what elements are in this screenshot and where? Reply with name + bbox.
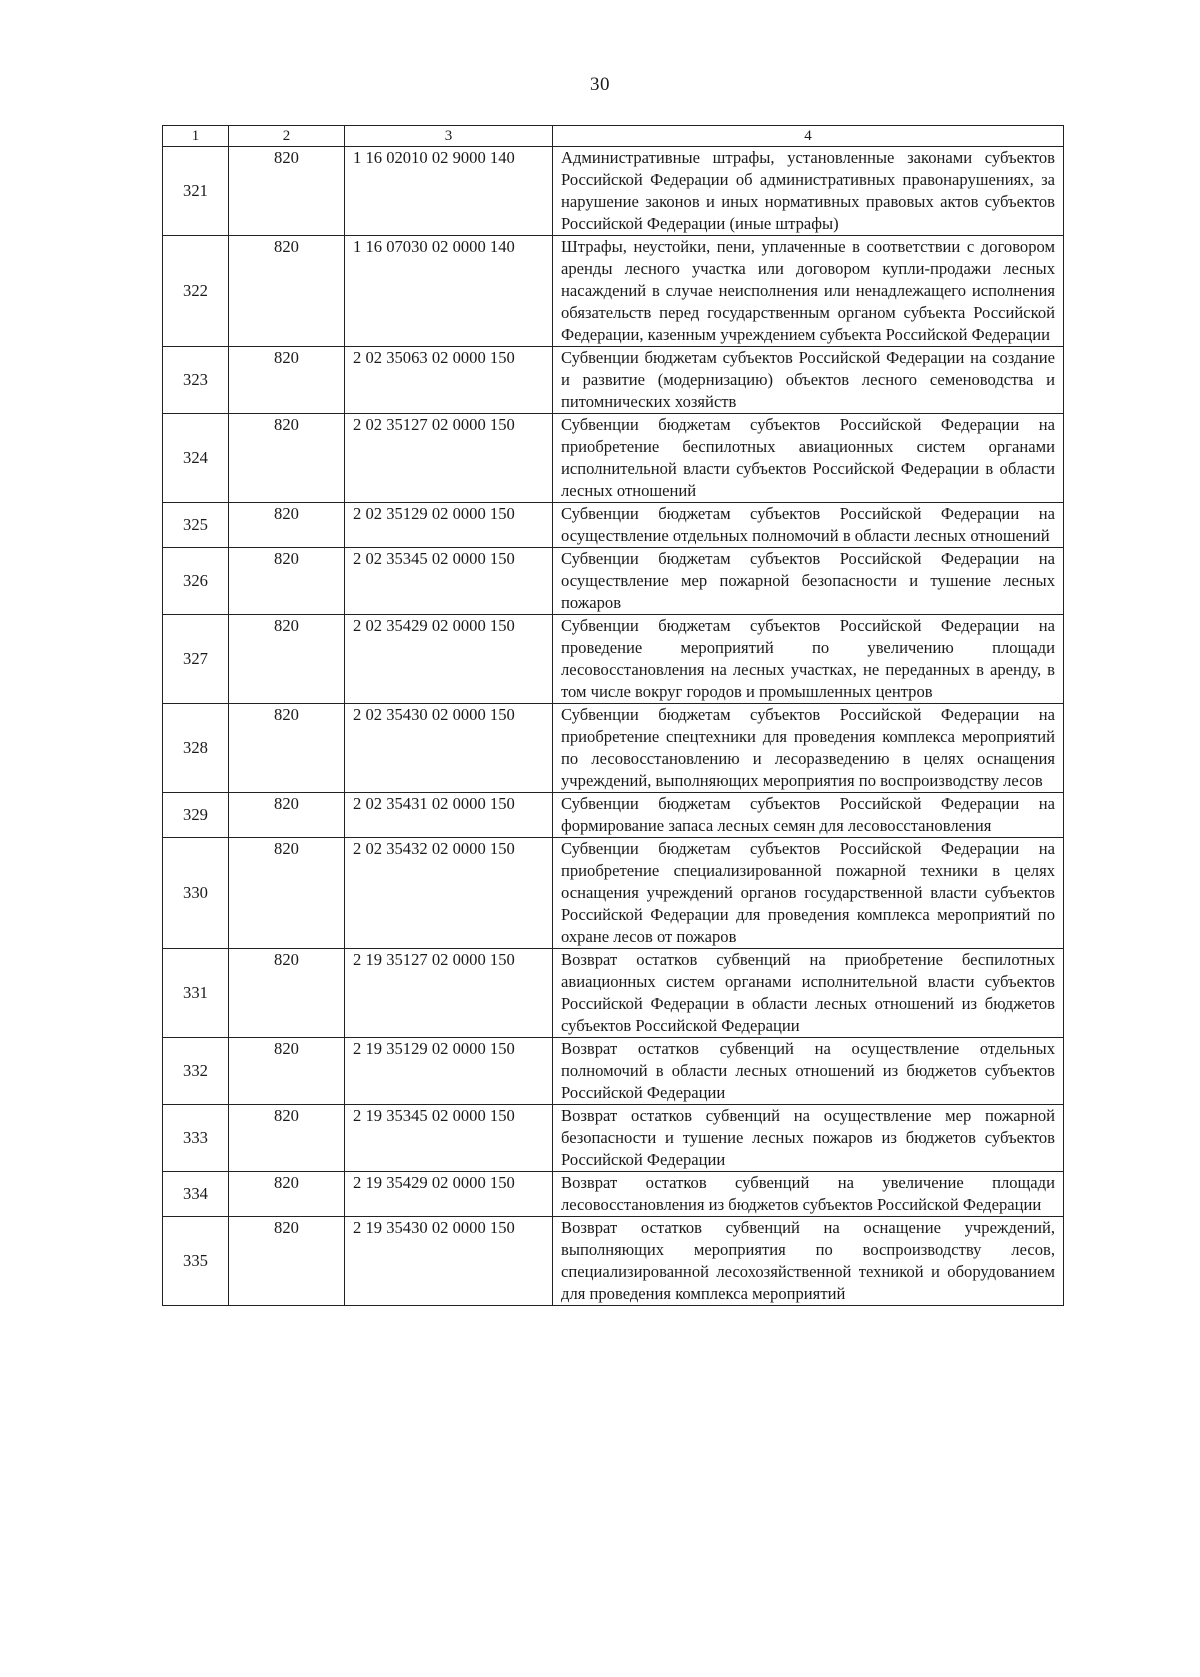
revenue-description: Возврат остатков субвенций на приобретение беспилотных авиационных систем органами исполнительной власти субъектов Российской Федерации в области лесных отношений из бюджетов субъектов Российской Федерации xyxy=(553,949,1064,1038)
admin-code: 820 xyxy=(229,1172,345,1217)
row-number: 332 xyxy=(163,1038,229,1105)
table-row xyxy=(163,949,1064,1038)
table-header-row xyxy=(163,126,1064,147)
revenue-description: Субвенции бюджетам субъектов Российской Федерации на приобретение специализированной пожарной техники в целях оснащения учреждений органов государственной власти субъектов Российской Федерации для проведения комплекса мероприятий по охране лесов от пожаров xyxy=(553,838,1064,949)
revenue-code: 1 16 07030 02 0000 140 xyxy=(345,236,553,347)
revenue-code: 2 02 35063 02 0000 150 xyxy=(345,347,553,414)
page-number: 30 xyxy=(590,74,610,95)
revenue-code: 2 02 35431 02 0000 150 xyxy=(345,793,553,838)
table-row xyxy=(163,838,1064,949)
revenue-code: 2 02 35129 02 0000 150 xyxy=(345,503,553,548)
revenue-description: Возврат остатков субвенций на осуществление мер пожарной безопасности и тушение лесных пожаров из бюджетов субъектов Российской Федерации xyxy=(553,1105,1064,1172)
table-row xyxy=(163,548,1064,615)
revenue-description: Штрафы, неустойки, пени, уплаченные в соответствии с договором аренды лесного участка или договором купли-продажи лесных насаждений в случае неисполнения или ненадлежащего исполнения обязательств перед государственным органом субъекта Российской Федерации, казенным учреждением субъекта Российской Федерации xyxy=(553,236,1064,347)
row-number: 322 xyxy=(163,236,229,347)
revenue-description: Возврат остатков субвенций на осуществление отдельных полномочий в области лесных отношений из бюджетов субъектов Российской Федерации xyxy=(553,1038,1064,1105)
revenue-code: 1 16 02010 02 9000 140 xyxy=(345,147,553,236)
revenue-description: Субвенции бюджетам субъектов Российской Федерации на осуществление мер пожарной безопасности и тушение лесных пожаров xyxy=(553,548,1064,615)
revenue-code: 2 02 35127 02 0000 150 xyxy=(345,414,553,503)
table-row xyxy=(163,704,1064,793)
admin-code: 820 xyxy=(229,236,345,347)
row-number: 331 xyxy=(163,949,229,1038)
table-row xyxy=(163,414,1064,503)
revenue-code: 2 02 35429 02 0000 150 xyxy=(345,615,553,704)
table-row xyxy=(163,1105,1064,1172)
admin-code: 820 xyxy=(229,414,345,503)
table-row xyxy=(163,1038,1064,1105)
revenue-code: 2 02 35430 02 0000 150 xyxy=(345,704,553,793)
table-row xyxy=(163,503,1064,548)
row-number: 323 xyxy=(163,347,229,414)
revenue-code: 2 19 35429 02 0000 150 xyxy=(345,1172,553,1217)
row-number: 325 xyxy=(163,503,229,548)
admin-code: 820 xyxy=(229,503,345,548)
row-number: 324 xyxy=(163,414,229,503)
revenue-description: Возврат остатков субвенций на оснащение учреждений, выполняющих мероприятия по воспроизводству лесов, специализированной лесохозяйственной техникой и оборудованием для проведения комплекса мероприятий xyxy=(553,1217,1064,1306)
row-number: 330 xyxy=(163,838,229,949)
revenue-description: Субвенции бюджетам субъектов Российской Федерации на проведение мероприятий по увеличению площади лесовосстановления на лесных участках, не переданных в аренду, в том числе вокруг городов и промышленных центров xyxy=(553,615,1064,704)
admin-code: 820 xyxy=(229,615,345,704)
revenue-description: Субвенции бюджетам субъектов Российской Федерации на приобретение беспилотных авиационных систем органами исполнительной власти субъектов Российской Федерации в области лесных отношений xyxy=(553,414,1064,503)
table-row xyxy=(163,1217,1064,1306)
row-number: 333 xyxy=(163,1105,229,1172)
admin-code: 820 xyxy=(229,1038,345,1105)
table-row xyxy=(163,793,1064,838)
row-number: 334 xyxy=(163,1172,229,1217)
row-number: 328 xyxy=(163,704,229,793)
revenue-description: Административные штрафы, установленные законами субъектов Российской Федерации об административных правонарушениях, за нарушение законов и иных нормативных правовых актов субъектов Российской Федерации (иные штрафы) xyxy=(553,147,1064,236)
revenue-description: Субвенции бюджетам субъектов Российской Федерации на приобретение спецтехники для проведения комплекса мероприятий по лесовосстановлению и лесоразведению в целях оснащения учреждений, выполняющих мероприятия по воспроизводству лесов xyxy=(553,704,1064,793)
table-row xyxy=(163,1172,1064,1217)
table-row xyxy=(163,347,1064,414)
admin-code: 820 xyxy=(229,949,345,1038)
column-header-1: 1 xyxy=(163,126,229,147)
row-number: 335 xyxy=(163,1217,229,1306)
budget-codes-table xyxy=(162,125,1064,1306)
row-number: 321 xyxy=(163,147,229,236)
admin-code: 820 xyxy=(229,838,345,949)
row-number: 329 xyxy=(163,793,229,838)
revenue-code: 2 19 35430 02 0000 150 xyxy=(345,1217,553,1306)
revenue-code: 2 02 35345 02 0000 150 xyxy=(345,548,553,615)
revenue-code: 2 19 35127 02 0000 150 xyxy=(345,949,553,1038)
revenue-description: Субвенции бюджетам субъектов Российской Федерации на формирование запаса лесных семян для лесовосстановления xyxy=(553,793,1064,838)
row-number: 326 xyxy=(163,548,229,615)
revenue-code: 2 19 35129 02 0000 150 xyxy=(345,1038,553,1105)
admin-code: 820 xyxy=(229,1105,345,1172)
admin-code: 820 xyxy=(229,704,345,793)
column-header-4: 4 xyxy=(553,126,1064,147)
admin-code: 820 xyxy=(229,1217,345,1306)
admin-code: 820 xyxy=(229,147,345,236)
table-row xyxy=(163,615,1064,704)
table-row xyxy=(163,236,1064,347)
revenue-code: 2 02 35432 02 0000 150 xyxy=(345,838,553,949)
admin-code: 820 xyxy=(229,347,345,414)
table-row xyxy=(163,147,1064,236)
column-header-2: 2 xyxy=(229,126,345,147)
admin-code: 820 xyxy=(229,548,345,615)
revenue-description: Возврат остатков субвенций на увеличение площади лесовосстановления из бюджетов субъектов Российской Федерации xyxy=(553,1172,1064,1217)
column-header-3: 3 xyxy=(345,126,553,147)
revenue-description: Субвенции бюджетам субъектов Российской Федерации на осуществление отдельных полномочий в области лесных отношений xyxy=(553,503,1064,548)
revenue-code: 2 19 35345 02 0000 150 xyxy=(345,1105,553,1172)
revenue-description: Субвенции бюджетам субъектов Российской Федерации на создание и развитие (модернизацию) объектов лесного семеноводства и питомнических хозяйств xyxy=(553,347,1064,414)
admin-code: 820 xyxy=(229,793,345,838)
row-number: 327 xyxy=(163,615,229,704)
